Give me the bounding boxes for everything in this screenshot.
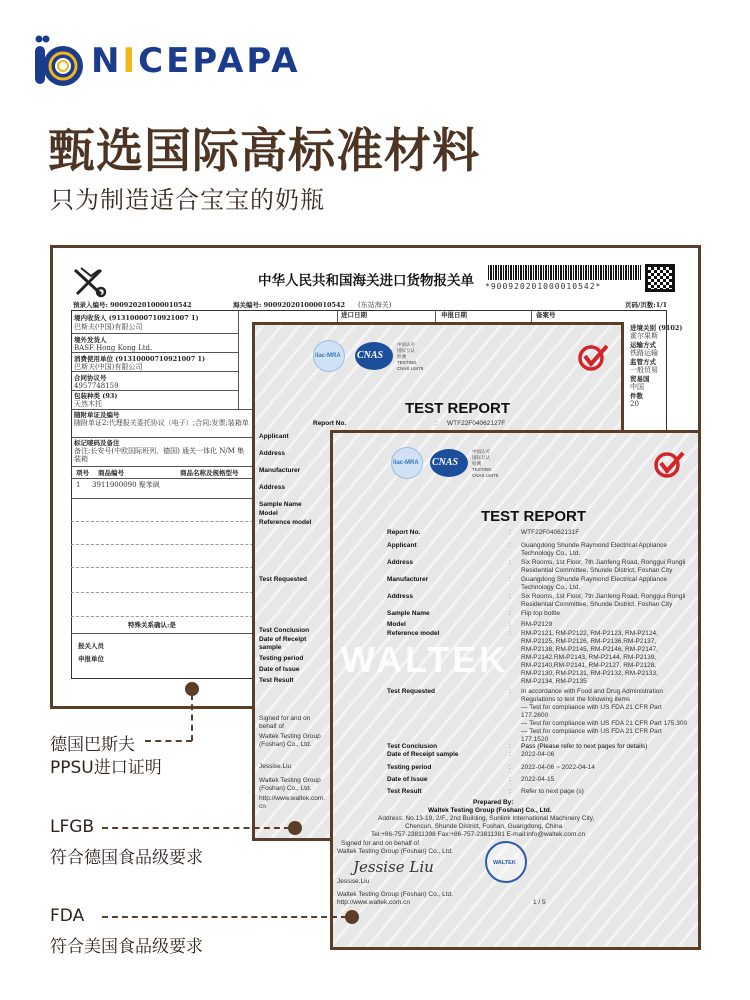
- logo-text: N: [91, 41, 123, 81]
- header-cell: 进口日期: [341, 311, 367, 319]
- report-title: TEST REPORT: [481, 508, 587, 525]
- footer-url: http://www.waltek.com.cn: [337, 899, 410, 906]
- field-value: — Test for compliance with US FDA 21 CFR Part: [521, 728, 662, 735]
- field-colon: :: [509, 776, 511, 783]
- field-value: Technology Co., Ltd.: [521, 550, 581, 557]
- field-colon: :: [509, 610, 511, 617]
- field-value: Technology Co., Ltd.: [521, 584, 581, 591]
- customs-title: 中华人民共和国海关进口货物报关单: [258, 273, 474, 289]
- field-value: Six Rooms, 1st Floor, 7th Jianfeng Road, Ronggui Rongli: [521, 559, 686, 566]
- cnas-logo: CNAS: [430, 449, 468, 477]
- field-value: Residential Committee, Shunde District, Foshan City: [521, 567, 673, 574]
- waltek-check-icon: [653, 449, 687, 479]
- field-value: Guangdong Shunde Raymond Electrical Appliance: [521, 542, 667, 549]
- field-label: 进境关别 (9102): [630, 324, 683, 332]
- callout-dot: [345, 910, 359, 924]
- field-label: Date of Receipt sample: [387, 751, 459, 758]
- field-label: Testing period: [387, 764, 432, 771]
- page-number: 1 / 5: [533, 899, 546, 906]
- field-label: Test Result: [259, 677, 294, 684]
- field-label: Reference model: [387, 630, 440, 637]
- lab-address: Address: No.13-19, 2/F., 2nd Building, Sunlink International Machinery City,: [378, 815, 595, 822]
- field-colon: :: [509, 542, 511, 549]
- field-value: 2022-04-06: [521, 751, 555, 758]
- column-header: 商品编号: [98, 469, 124, 477]
- column-header: 商品名称及规格型号: [180, 469, 239, 477]
- field-label: Date of Receipt sample: [259, 636, 307, 651]
- field-label: Address: [259, 450, 286, 457]
- report-number: WTF22F04062127F: [447, 420, 506, 427]
- field-label: 运输方式: [630, 341, 656, 349]
- pre-entry-number: 预录入编号: 900920201000010542: [73, 301, 192, 309]
- field-value: Guangdong Shunde Raymond Electrical Appliance: [521, 576, 667, 583]
- annotation-title: FDA: [50, 906, 85, 926]
- field-value: Flip top bottle: [521, 610, 561, 617]
- field-label: 消费使用单位 (91310000710921007 1): [74, 355, 206, 363]
- field-value: BASF Hong Kong Ltd.: [74, 344, 153, 352]
- field-label: Reference model: [259, 519, 312, 526]
- field-label: 包装种类 (93): [74, 392, 118, 400]
- customs-emblem-icon: [71, 266, 109, 298]
- field-colon: :: [509, 764, 511, 771]
- field-value: RM-P2125, RM-P2126, RM-P2136,RM-P2137,: [521, 638, 657, 645]
- field-value: RM-P2129: [521, 621, 553, 628]
- field-value: 177.2600: [521, 712, 549, 719]
- field-label: Applicant: [387, 542, 417, 549]
- field-value: Regulations to test the following items: [521, 696, 631, 703]
- field-label: 件数: [630, 392, 643, 400]
- field-label: Applicant: [259, 433, 289, 440]
- signer-name: Jessise.Liu: [337, 878, 370, 885]
- annotation-desc: PPSU进口证明: [50, 758, 162, 778]
- field-label: Manufacturer: [259, 467, 301, 474]
- signed-text: Signed for and on behalf of: [341, 840, 420, 847]
- field-label: Test Conclusion: [259, 627, 310, 634]
- field-value: 20: [630, 400, 639, 408]
- field-value: Pass (Please refer to next pages for details): [521, 743, 648, 750]
- qr-code: [645, 264, 675, 292]
- column-header: 项号: [76, 469, 89, 477]
- declarant-label: 报关人员: [78, 642, 104, 650]
- footer-company: Waltek Testing Group (Foshan) Co., Ltd.: [337, 891, 453, 898]
- field-value: RM-P2138, RM-P2145, RM-P2146, RM-P2147,: [521, 646, 658, 653]
- prepared-by: Prepared By:: [473, 799, 514, 806]
- header-cell: 备案号: [536, 311, 556, 319]
- logo-text-i: I: [122, 41, 139, 81]
- watermark: WALTEK: [341, 639, 509, 680]
- field-label: Address: [259, 484, 286, 491]
- field-label: Test Conclusion: [387, 743, 438, 750]
- field-value: RM-P2134, RM-P2135: [521, 678, 587, 685]
- page-subtitle: 只为制造适合宝宝的奶瓶: [50, 186, 325, 214]
- field-label: Test Requested: [387, 688, 435, 695]
- goods-cell: 1: [76, 481, 81, 489]
- customs-office: (东站海关): [358, 301, 392, 309]
- field-label: 境外发货人: [74, 336, 107, 344]
- field-value: 铁路运输: [630, 349, 658, 357]
- field-value: RM-P2142,RM-P2143, RM-P2144, RM-P2139,: [521, 654, 657, 661]
- annotation-desc: 符合德国食品级要求: [50, 848, 203, 868]
- field-value: Residential Committee, Shunde District, Foshan City: [521, 601, 673, 608]
- field-value: RM-P2130, RM-P2131, RM-P2132, RM-P2133,: [521, 670, 658, 677]
- ilac-mra-logo: ilac-MRA: [391, 447, 423, 479]
- callout-dot: [288, 821, 302, 835]
- signed-company: Waltek Testing Group (Foshan) Co., Ltd.: [337, 848, 453, 855]
- goods-cell: 3911900090 聚苯砜: [92, 481, 160, 489]
- field-colon: :: [509, 576, 511, 583]
- field-value: 一般贸易: [630, 366, 658, 374]
- field-label: Manufacturer: [387, 576, 429, 583]
- field-label: Test Requested: [259, 576, 307, 583]
- field-label: Report No.: [387, 529, 421, 536]
- field-label: Address: [387, 593, 414, 600]
- field-value: 2022-04-06 ~ 2022-04-14: [521, 764, 595, 771]
- field-value: RM-P2140,RM-P2141, RM-P2127, RM-P2128,: [521, 662, 657, 669]
- lab-address: Chencun, Shunde District, Foshan, Guangdong, China: [405, 823, 563, 830]
- prepared-company: Waltek Testing Group (Foshan) Co., Ltd.: [428, 807, 552, 814]
- field-value: 中国: [630, 383, 644, 391]
- field-label: Date of Issue: [387, 776, 428, 783]
- page-count: 页码/页数:1/1: [625, 301, 668, 309]
- customs-number: 海关编号: 900920201000010542: [233, 301, 346, 309]
- page-title: 甄选国际高标准材料: [48, 124, 480, 179]
- signer-name: Jessise.Liu: [259, 763, 292, 770]
- field-label: Sample Name: [259, 501, 302, 508]
- logo-mark-icon: [33, 33, 89, 89]
- field-value: 巴斯夫(中国)有限公司: [74, 363, 143, 371]
- footer-company: Waltek Testing Group (Foshan) Co., Ltd.: [259, 777, 321, 792]
- ilac-mra-logo: ilac-MRA: [313, 340, 345, 372]
- signed-text: Signed for and on behalf of: [259, 715, 311, 730]
- field-label: 标记唛码及备注: [74, 439, 120, 447]
- waltek-check-icon: [577, 342, 611, 372]
- field-colon: :: [509, 751, 511, 758]
- field-label: 监管方式: [630, 358, 656, 366]
- field-colon: :: [509, 559, 511, 566]
- field-value: 2022-04-15: [521, 776, 555, 783]
- barcode: [488, 265, 641, 280]
- cnas-text: 中国认可 国际互认 检测 TESTING CNAS L6475: [397, 342, 424, 371]
- field-colon: :: [509, 688, 511, 695]
- field-value: Refer to next page (s): [521, 788, 584, 795]
- field-value: 天然木托: [74, 400, 102, 408]
- field-label: Test Result: [387, 788, 422, 795]
- header-cell: 申报日期: [441, 311, 467, 319]
- field-label: 合同协议号: [74, 374, 107, 382]
- field-colon: :: [509, 529, 511, 536]
- field-value: 霍尔果斯: [630, 332, 658, 340]
- annotation-title: 德国巴斯夫: [50, 735, 135, 755]
- field-value: — Test for compliance with US FDA 21 CFR Part: [521, 704, 662, 711]
- special-relation: 特殊关系确认:是: [128, 621, 176, 629]
- field-label: 境内收货人 (91310000710921007 1): [74, 314, 199, 322]
- waltek-stamp: WALTEK: [485, 841, 527, 883]
- field-colon: :: [509, 743, 511, 750]
- signature: Jessise Liu: [353, 858, 434, 876]
- field-value: 巴斯夫(中国)有限公司: [74, 323, 143, 331]
- field-label: Date of Issue: [259, 666, 300, 673]
- field-colon: :: [509, 621, 511, 628]
- field-colon: :: [509, 630, 511, 637]
- field-label: Sample Name: [387, 610, 430, 617]
- field-value: 随附单证2:代理报关委托协议（电子）;合同;发票;装箱单: [74, 419, 249, 427]
- field-value: Six Rooms, 1st Floor, 7th Jianfeng Road, Ronggui Rongli: [521, 593, 686, 600]
- field-value: WTF22F04062131F: [521, 529, 580, 536]
- field-value: — Test for compliance with US FDA 21 CFR Part 175.300: [521, 720, 688, 727]
- logo-text: CEPAPA: [138, 41, 301, 81]
- field-label: 贸易国: [630, 375, 650, 383]
- signed-company: Waltek Testing Group (Foshan) Co., Ltd.: [259, 733, 321, 748]
- field-value: 177.1520: [521, 736, 549, 743]
- field-label: 随附单证及编号: [74, 411, 120, 419]
- field-label: Model: [387, 621, 406, 628]
- field-label: Address: [387, 559, 414, 566]
- field-value: RM-P2121, RM-P2122, RM-P2123, RM-P2124,: [521, 630, 658, 637]
- field-label: Model: [259, 510, 278, 517]
- field-colon: :: [435, 420, 437, 427]
- annotation-title: LFGB: [50, 817, 95, 837]
- footer-url: http://www.waltek.com.cn: [259, 795, 326, 810]
- field-colon: :: [509, 788, 511, 795]
- report-title: TEST REPORT: [405, 400, 511, 417]
- lab-contact: Tel:+86-757-23811398 Fax:+86-757-23811381 E-mail:info@waltek.com.cn: [371, 831, 586, 838]
- field-value: 4957748159: [74, 382, 119, 390]
- field-colon: :: [509, 593, 511, 600]
- declaring-unit-label: 申报单位: [78, 655, 104, 663]
- field-label: Report No.: [313, 420, 347, 427]
- field-value: In accordance with Food and Drug Administration: [521, 688, 663, 695]
- nicepapa-logo: [33, 33, 301, 88]
- test-report-fda: [330, 430, 701, 950]
- cnas-logo: CNAS: [355, 342, 393, 370]
- annotation-desc: 符合美国食品级要求: [50, 937, 203, 957]
- cnas-text: 中国认可 国际互认 检测 TESTING CNAS L6475: [472, 449, 499, 478]
- field-value: 备注:长安号(中欧国际班列，德国) 通关一体化 N/M 集装箱: [74, 447, 245, 463]
- barcode-number: *900920201000010542*: [485, 282, 602, 291]
- field-label: Testing period: [259, 655, 304, 662]
